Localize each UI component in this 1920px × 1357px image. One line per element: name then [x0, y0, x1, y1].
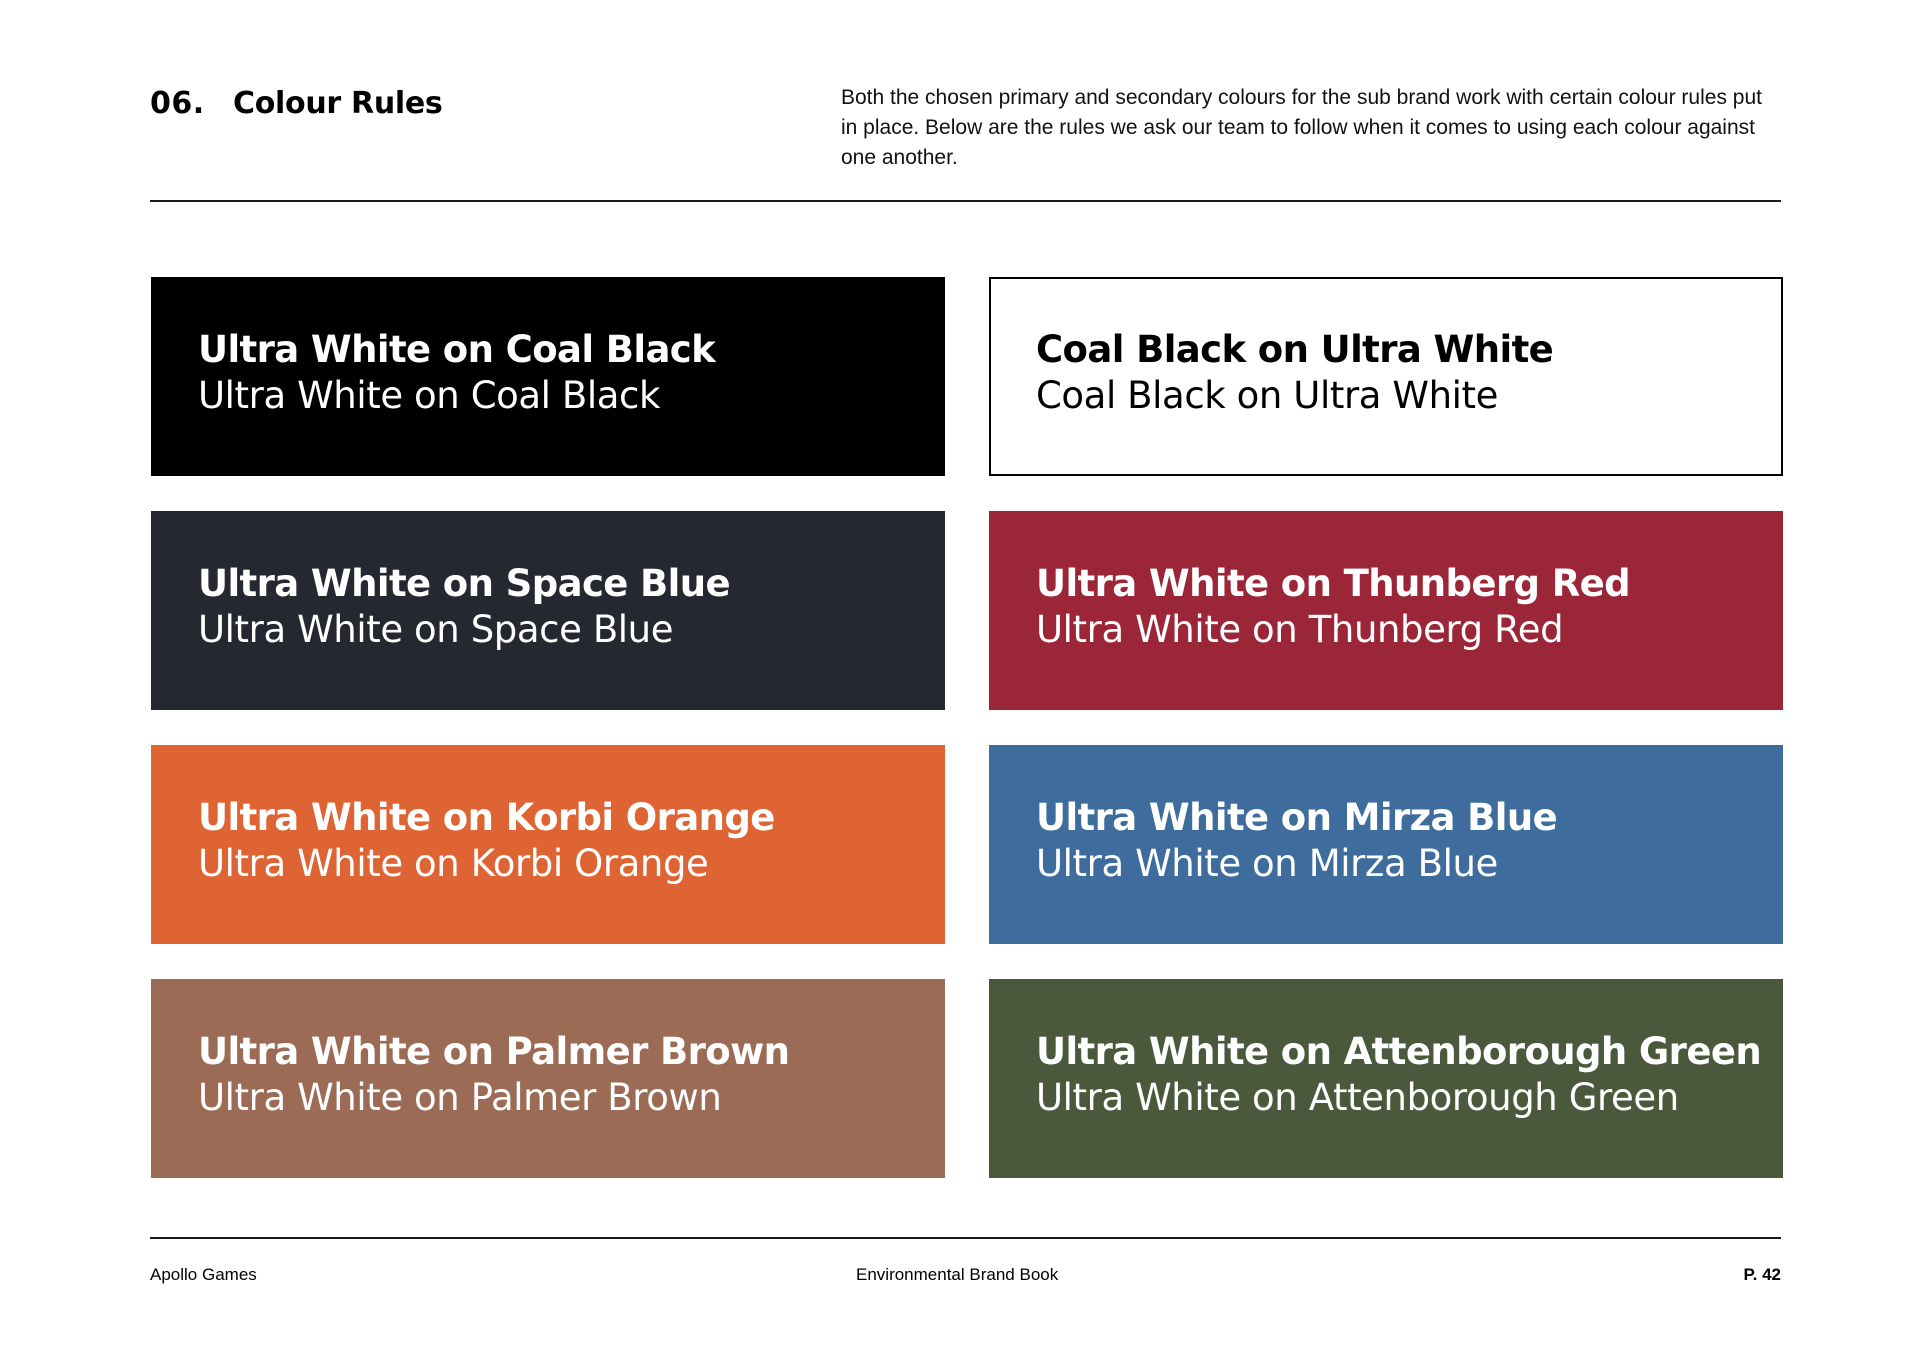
swatch-label-bold: Ultra White on Space Blue [198, 562, 730, 605]
swatch-label-regular: Ultra White on Thunberg Red [1036, 608, 1564, 651]
swatch-label-regular: Ultra White on Korbi Orange [198, 842, 709, 885]
bottom-divider [150, 1237, 1781, 1239]
swatch-space-blue [151, 511, 945, 710]
colour-swatch-grid [151, 277, 1783, 1178]
swatch-palmer-brown [151, 979, 945, 1178]
footer-document-title: Environmental Brand Book [856, 1265, 1059, 1284]
swatch-thunberg-red [989, 511, 1783, 710]
swatch-mirza-blue [989, 745, 1783, 944]
swatch-label-bold: Coal Black on Ultra White [1036, 328, 1554, 371]
swatch-label-bold: Ultra White on Palmer Brown [198, 1030, 790, 1073]
swatch-label-bold: Ultra White on Attenborough Green [1036, 1030, 1762, 1073]
swatch-label-regular: Ultra White on Coal Black [198, 374, 661, 417]
swatch-label-bold: Ultra White on Thunberg Red [1036, 562, 1630, 605]
page-number: P. 42 [1743, 1265, 1781, 1284]
swatch-label-bold: Ultra White on Korbi Orange [198, 796, 775, 839]
section-number: 06. [150, 86, 205, 121]
swatch-coal-black [151, 277, 945, 476]
swatch-label-regular: Ultra White on Space Blue [198, 608, 674, 651]
footer-company: Apollo Games [150, 1265, 257, 1284]
swatch-label-regular: Coal Black on Ultra White [1036, 374, 1499, 417]
page-title: Colour Rules [233, 86, 443, 121]
top-divider [150, 200, 1781, 202]
swatch-label-regular: Ultra White on Mirza Blue [1036, 842, 1498, 885]
swatch-attenborough-green [989, 979, 1783, 1178]
swatch-label-regular: Ultra White on Palmer Brown [198, 1076, 722, 1119]
swatch-korbi-orange [151, 745, 945, 944]
swatch-label-bold: Ultra White on Coal Black [198, 328, 716, 371]
swatch-ultra-white [989, 277, 1783, 476]
swatch-label-regular: Ultra White on Attenborough Green [1036, 1076, 1679, 1119]
intro-paragraph: Both the chosen primary and secondary colours for the sub brand work with certain colour rules put in place. Below are the rules we ask our team to follow when it comes to using each colour against one another. [841, 86, 1762, 169]
swatch-label-bold: Ultra White on Mirza Blue [1036, 796, 1558, 839]
